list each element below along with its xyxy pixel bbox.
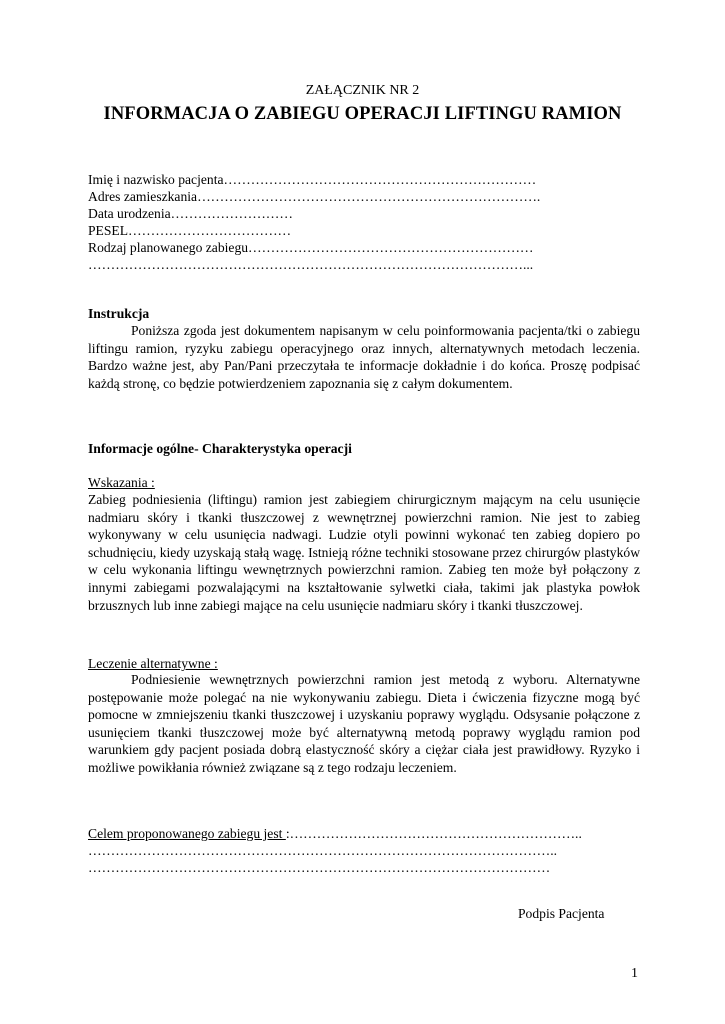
general-info-heading: Informacje ogólne- Charakterystyka operacji <box>88 441 352 456</box>
purpose-line-2[interactable]: ………………………………………………………………………………………….. <box>88 843 557 858</box>
purpose-dots: :……………………………………………………….. <box>285 826 582 841</box>
page-number: 1 <box>631 966 638 981</box>
instruction-paragraph <box>88 322 640 392</box>
annex-label: ZAŁĄCZNIK NR 2 <box>305 83 420 98</box>
indications-label: Wskazania : <box>88 475 155 490</box>
indications-text: Zabieg podniesienia (liftingu) ramion jest zabiegiem chirurgicznym mającym na celu usunięcie nadmiaru skóry i tkanki tłuszczowej z wewnętrznej powierzchni ramion. Nie jest to zabieg wykonywany w celu usunięcia nadwagi. Ludzie otyli powinni wykonać ten zabieg dopiero po schudnięciu, kiedy uzyskają stałą wagę. Istnieją różne techniki stosowane przez chirurgów plastyków w celu wykonania liftingu wewnętrznych powierzchni ramion. Zabieg ten może był połączony z innymi zabiegami pozwalającymi na kształtowanie sylwetki ciała, takimi jak plastyka powłok brzusznych lub inne zabiegi mające na celu usunięcie nadmiaru skóry i tkanki tłuszczowej. <box>88 492 641 613</box>
instruction-text: Poniższa zgoda jest dokumentem napisanym w celu poinformowania pacjenta/tki o zabiegu liftingu ramion, ryzyku zabiegu operacyjnego oraz innych, alternatywnych metodach leczenia. Bardzo ważne jest, aby Pan/Pani przeczytała te informacje dokładnie i do końca. Proszę podpisać każdą stronę, co będzie potwierdzeniem zapoznania się z całym dokumentem. <box>88 323 640 391</box>
alternative-text: Podniesienie wewnętrznych powierzchni ramion jest metodą z wyboru. Alternatywne postępowanie może polegać na nie wykonywaniu zabiegu. Dieta i ćwiczenia fizyczne mogą być pomocne w zmniejszeniu tkanki tłuszczowej i uzyskaniu poprawy wyglądu. Odsysanie połączone z usunięciem tkanki tłuszczowej może być alternatywną metodą poprawy wyglądu ramion pod warunkiem gdy pacjent posiada dobrą elastyczność skóry a ciężar ciała jest prawidłowy. Ryzyko i możliwe powikłania również związane są z tego rodzaju leczeniem. <box>88 672 640 775</box>
alternative-paragraph <box>88 671 640 777</box>
pesel-field[interactable]: PESEL……………………………… <box>88 223 292 238</box>
purpose-line-1[interactable] <box>88 825 582 842</box>
alternative-label: Leczenie alternatywne : <box>88 656 218 671</box>
address-field[interactable]: Adres zamieszkania…………………………………………………………………. <box>88 189 541 204</box>
patient-signature-label: Podpis Pacjenta <box>518 906 605 921</box>
birth-date-field[interactable]: Data urodzenia……………………… <box>88 206 293 221</box>
document-title: INFORMACJA O ZABIEGU OPERACJI LIFTINGU RAMION <box>103 104 622 124</box>
patient-name-field[interactable]: Imię i nazwisko pacjenta…………………………………………………………… <box>88 172 537 187</box>
purpose-label: Celem proponowanego zabiegu jest <box>88 826 286 841</box>
instruction-heading: Instrukcja <box>88 306 150 321</box>
purpose-line-3[interactable]: ………………………………………………………………………………………… <box>88 860 551 875</box>
procedure-type-field[interactable]: Rodzaj planowanego zabiegu……………………………………………………… <box>88 240 534 255</box>
procedure-extra-line[interactable]: ……………………………………………………………………………………... <box>88 257 534 272</box>
